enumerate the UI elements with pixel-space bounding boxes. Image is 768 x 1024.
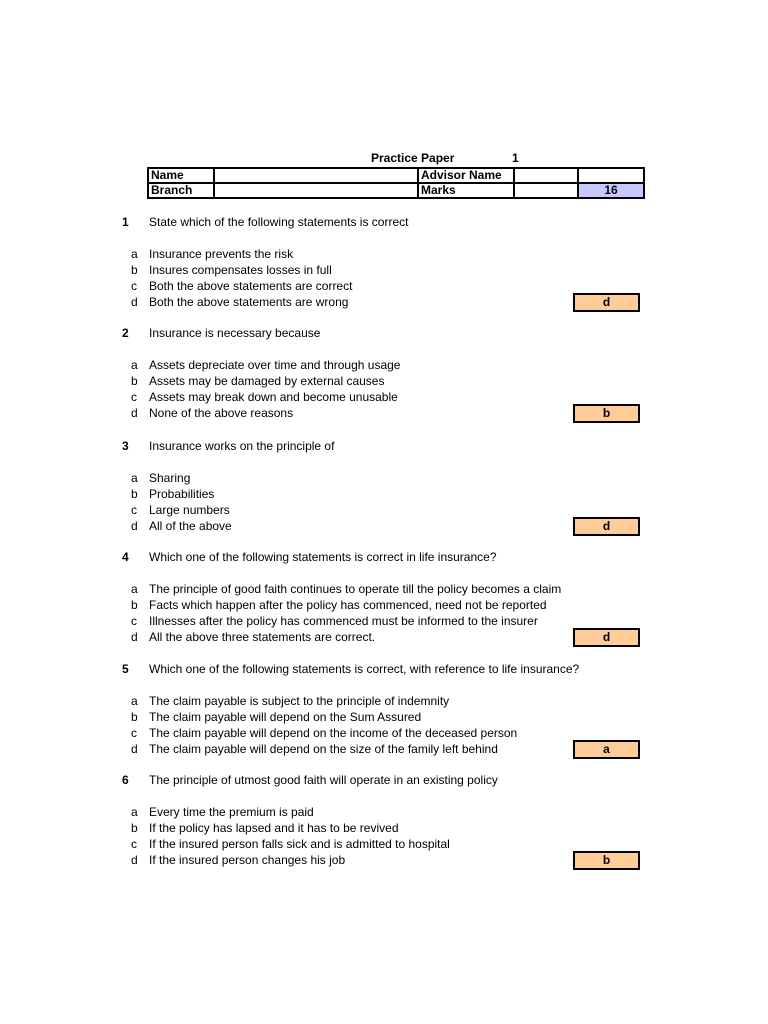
answer-box[interactable]: b: [573, 851, 640, 870]
option-letter: d: [131, 519, 138, 533]
answer-box[interactable]: d: [573, 517, 640, 536]
option-text: Sharing: [149, 471, 191, 485]
question-number: 1: [122, 215, 129, 229]
option-letter: a: [131, 471, 138, 485]
option-letter: a: [131, 247, 138, 261]
option-text: Every time the premium is paid: [149, 805, 314, 819]
option-letter: d: [131, 742, 138, 756]
option-text: The claim payable will depend on the income of the deceased person: [149, 726, 518, 740]
option-letter: c: [131, 503, 137, 517]
question-text: The principle of utmost good faith will operate in an existing policy: [149, 773, 498, 787]
marks-label: Marks: [418, 183, 514, 198]
name-label: Name: [148, 168, 214, 183]
option-letter: a: [131, 358, 138, 372]
option-text: The claim payable will depend on the size of the family left behind: [149, 742, 498, 756]
option-text: The principle of good faith continues to operate till the policy becomes a claim: [149, 582, 562, 596]
option-text: All of the above: [149, 519, 232, 533]
option-text: None of the above reasons: [149, 406, 294, 420]
option-letter: b: [131, 263, 138, 277]
option-text: Facts which happen after the policy has commenced, need not be reported: [149, 598, 547, 612]
option-letter: b: [131, 374, 138, 388]
answer-box[interactable]: d: [573, 628, 640, 647]
option-letter: c: [131, 726, 137, 740]
advisor-name-label: Advisor Name: [418, 168, 514, 183]
option-letter: d: [131, 853, 138, 867]
paper-number: 1: [512, 151, 519, 165]
option-letter: d: [131, 406, 138, 420]
option-text: Assets may break down and become unusable: [149, 390, 398, 404]
option-letter: b: [131, 487, 138, 501]
question-number: 5: [122, 662, 129, 676]
branch-field[interactable]: [214, 183, 418, 198]
question-text: Insurance is necessary because: [149, 326, 321, 340]
option-letter: c: [131, 837, 137, 851]
option-text: If the insured person changes his job: [149, 853, 346, 867]
advisor-name-field[interactable]: [514, 168, 578, 183]
option-letter: d: [131, 630, 138, 644]
option-text: All the above three statements are correct.: [149, 630, 376, 644]
option-letter: a: [131, 582, 138, 596]
question-number: 3: [122, 439, 129, 453]
marks-value: 16: [578, 183, 644, 198]
question-text: Which one of the following statements is correct in life insurance?: [149, 550, 497, 564]
question-text: State which of the following statements is correct: [149, 215, 409, 229]
option-letter: b: [131, 598, 138, 612]
option-text: The claim payable is subject to the principle of indemnity: [149, 694, 450, 708]
question-number: 4: [122, 550, 129, 564]
option-letter: a: [131, 694, 138, 708]
option-text: Both the above statements are correct: [149, 279, 353, 293]
paper-title: Practice Paper: [371, 151, 455, 165]
option-letter: b: [131, 821, 138, 835]
question-number: 6: [122, 773, 129, 787]
advisor-name-field-extra[interactable]: [578, 168, 644, 183]
option-text: Insurance prevents the risk: [149, 247, 294, 261]
option-letter: c: [131, 614, 137, 628]
marks-blank-field[interactable]: [514, 183, 578, 198]
question-number: 2: [122, 326, 129, 340]
branch-label: Branch: [148, 183, 214, 198]
option-text: Insures compensates losses in full: [149, 263, 332, 277]
option-letter: b: [131, 710, 138, 724]
option-text: Assets depreciate over time and through usage: [149, 358, 401, 372]
option-letter: a: [131, 805, 138, 819]
option-text: Assets may be damaged by external causes: [149, 374, 385, 388]
answer-box[interactable]: a: [573, 740, 640, 759]
option-letter: c: [131, 390, 137, 404]
option-text: Both the above statements are wrong: [149, 295, 349, 309]
header-row-branch: [148, 183, 644, 198]
header-table: [147, 167, 645, 199]
option-text: Illnesses after the policy has commenced must be informed to the insurer: [149, 614, 538, 628]
question-text: Insurance works on the principle of: [149, 439, 335, 453]
question-text: Which one of the following statements is correct, with reference to life insurance?: [149, 662, 580, 676]
option-letter: d: [131, 295, 138, 309]
option-text: If the insured person falls sick and is admitted to hospital: [149, 837, 450, 851]
name-field[interactable]: [214, 168, 418, 183]
option-text: Probabilities: [149, 487, 215, 501]
option-text: The claim payable will depend on the Sum Assured: [149, 710, 422, 724]
option-letter: c: [131, 279, 137, 293]
answer-box[interactable]: b: [573, 404, 640, 423]
header-row-name: [148, 168, 644, 183]
answer-box[interactable]: d: [573, 293, 640, 312]
option-text: If the policy has lapsed and it has to be revived: [149, 821, 399, 835]
option-text: Large numbers: [149, 503, 230, 517]
